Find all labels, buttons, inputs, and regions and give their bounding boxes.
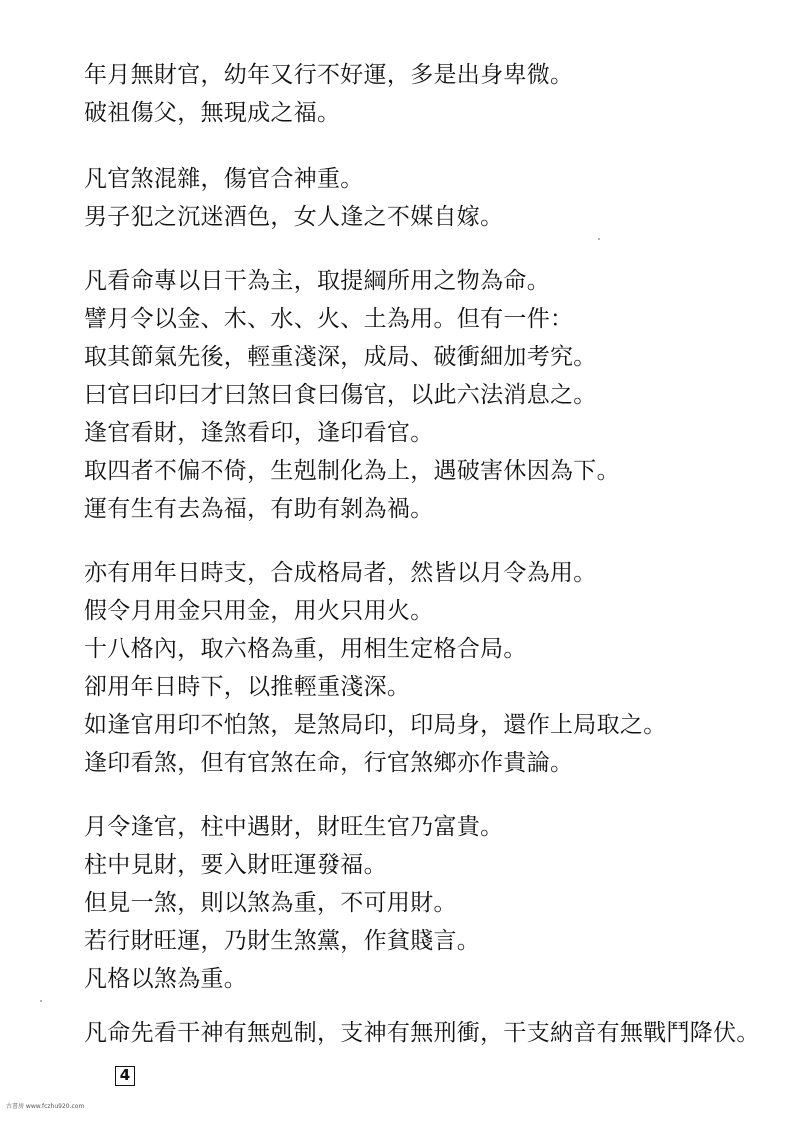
- scan-speck: [598, 238, 600, 240]
- text-line: 凡官煞混雜，傷官合神重。: [84, 166, 364, 192]
- page-number: 4: [115, 1066, 135, 1086]
- text-line: 年月無財官，幼年又行不好運，多是出身卑微。: [84, 62, 574, 88]
- text-line: 逢印看煞，但有官煞在命，行官煞鄉亦作貴論。: [84, 750, 574, 776]
- text-line: 取四者不偏不倚，生剋制化為上，遇破害休因為下。: [84, 458, 620, 484]
- paragraph-5: [84, 808, 774, 998]
- text-line: 凡格以煞為重。: [84, 966, 248, 992]
- paragraph-3: [84, 262, 774, 528]
- paragraph-4: [84, 554, 774, 782]
- text-line: 假令月用金只用金，用火只用火。: [84, 598, 434, 624]
- text-line: 如逢官用印不怕煞，是煞局印，印局身，還作上局取之。: [84, 712, 667, 738]
- text-line: 若行財旺運，乃財生煞黨，作貧賤言。: [84, 928, 481, 954]
- paragraph-2: [84, 160, 774, 236]
- text-line: 取其節氣先後，輕重淺深，成局、破衝細加考究。: [84, 344, 597, 370]
- paragraph-6: [84, 1014, 774, 1052]
- text-line: 月令逢官，柱中遇財，財旺生官乃富貴。: [84, 814, 504, 840]
- text-line: 譬月令以金、木、水、火、土為用。但有一件：: [84, 306, 574, 332]
- text-line: 男子犯之沉迷酒色，女人逢之不媒自嫁。: [84, 204, 504, 230]
- scan-speck: [40, 1000, 42, 1002]
- text-line: 柱中見財，要入財旺運發福。: [84, 852, 387, 878]
- text-line: 卻用年日時下，以推輕重淺深。: [84, 674, 411, 700]
- text-line: 十八格內，取六格為重，用相生定格合局。: [84, 636, 527, 662]
- text-line: 逢官看財，逢煞看印，逢印看官。: [84, 420, 434, 446]
- text-line: 凡看命專以日干為主，取提綱所用之物為命。: [84, 268, 550, 294]
- text-line: 亦有用年日時支，合成格局者，然皆以月令為用。: [84, 560, 597, 586]
- text-line: 凡命先看干神有無剋制，支神有無刑衝，干支納音有無戰鬥降伏。: [84, 1020, 760, 1046]
- text-line: 破祖傷父，無現成之福。: [84, 100, 341, 126]
- text-line: 曰官曰印曰才曰煞曰食曰傷官，以此六法消息之。: [84, 382, 597, 408]
- site-watermark: 古書房 www.fczhu920.com: [6, 1103, 85, 1110]
- paragraph-1: [84, 56, 774, 132]
- text-line: 運有生有去為福，有助有剝為禍。: [84, 496, 434, 522]
- text-line: 但見一煞，則以煞為重，不可用財。: [84, 890, 457, 916]
